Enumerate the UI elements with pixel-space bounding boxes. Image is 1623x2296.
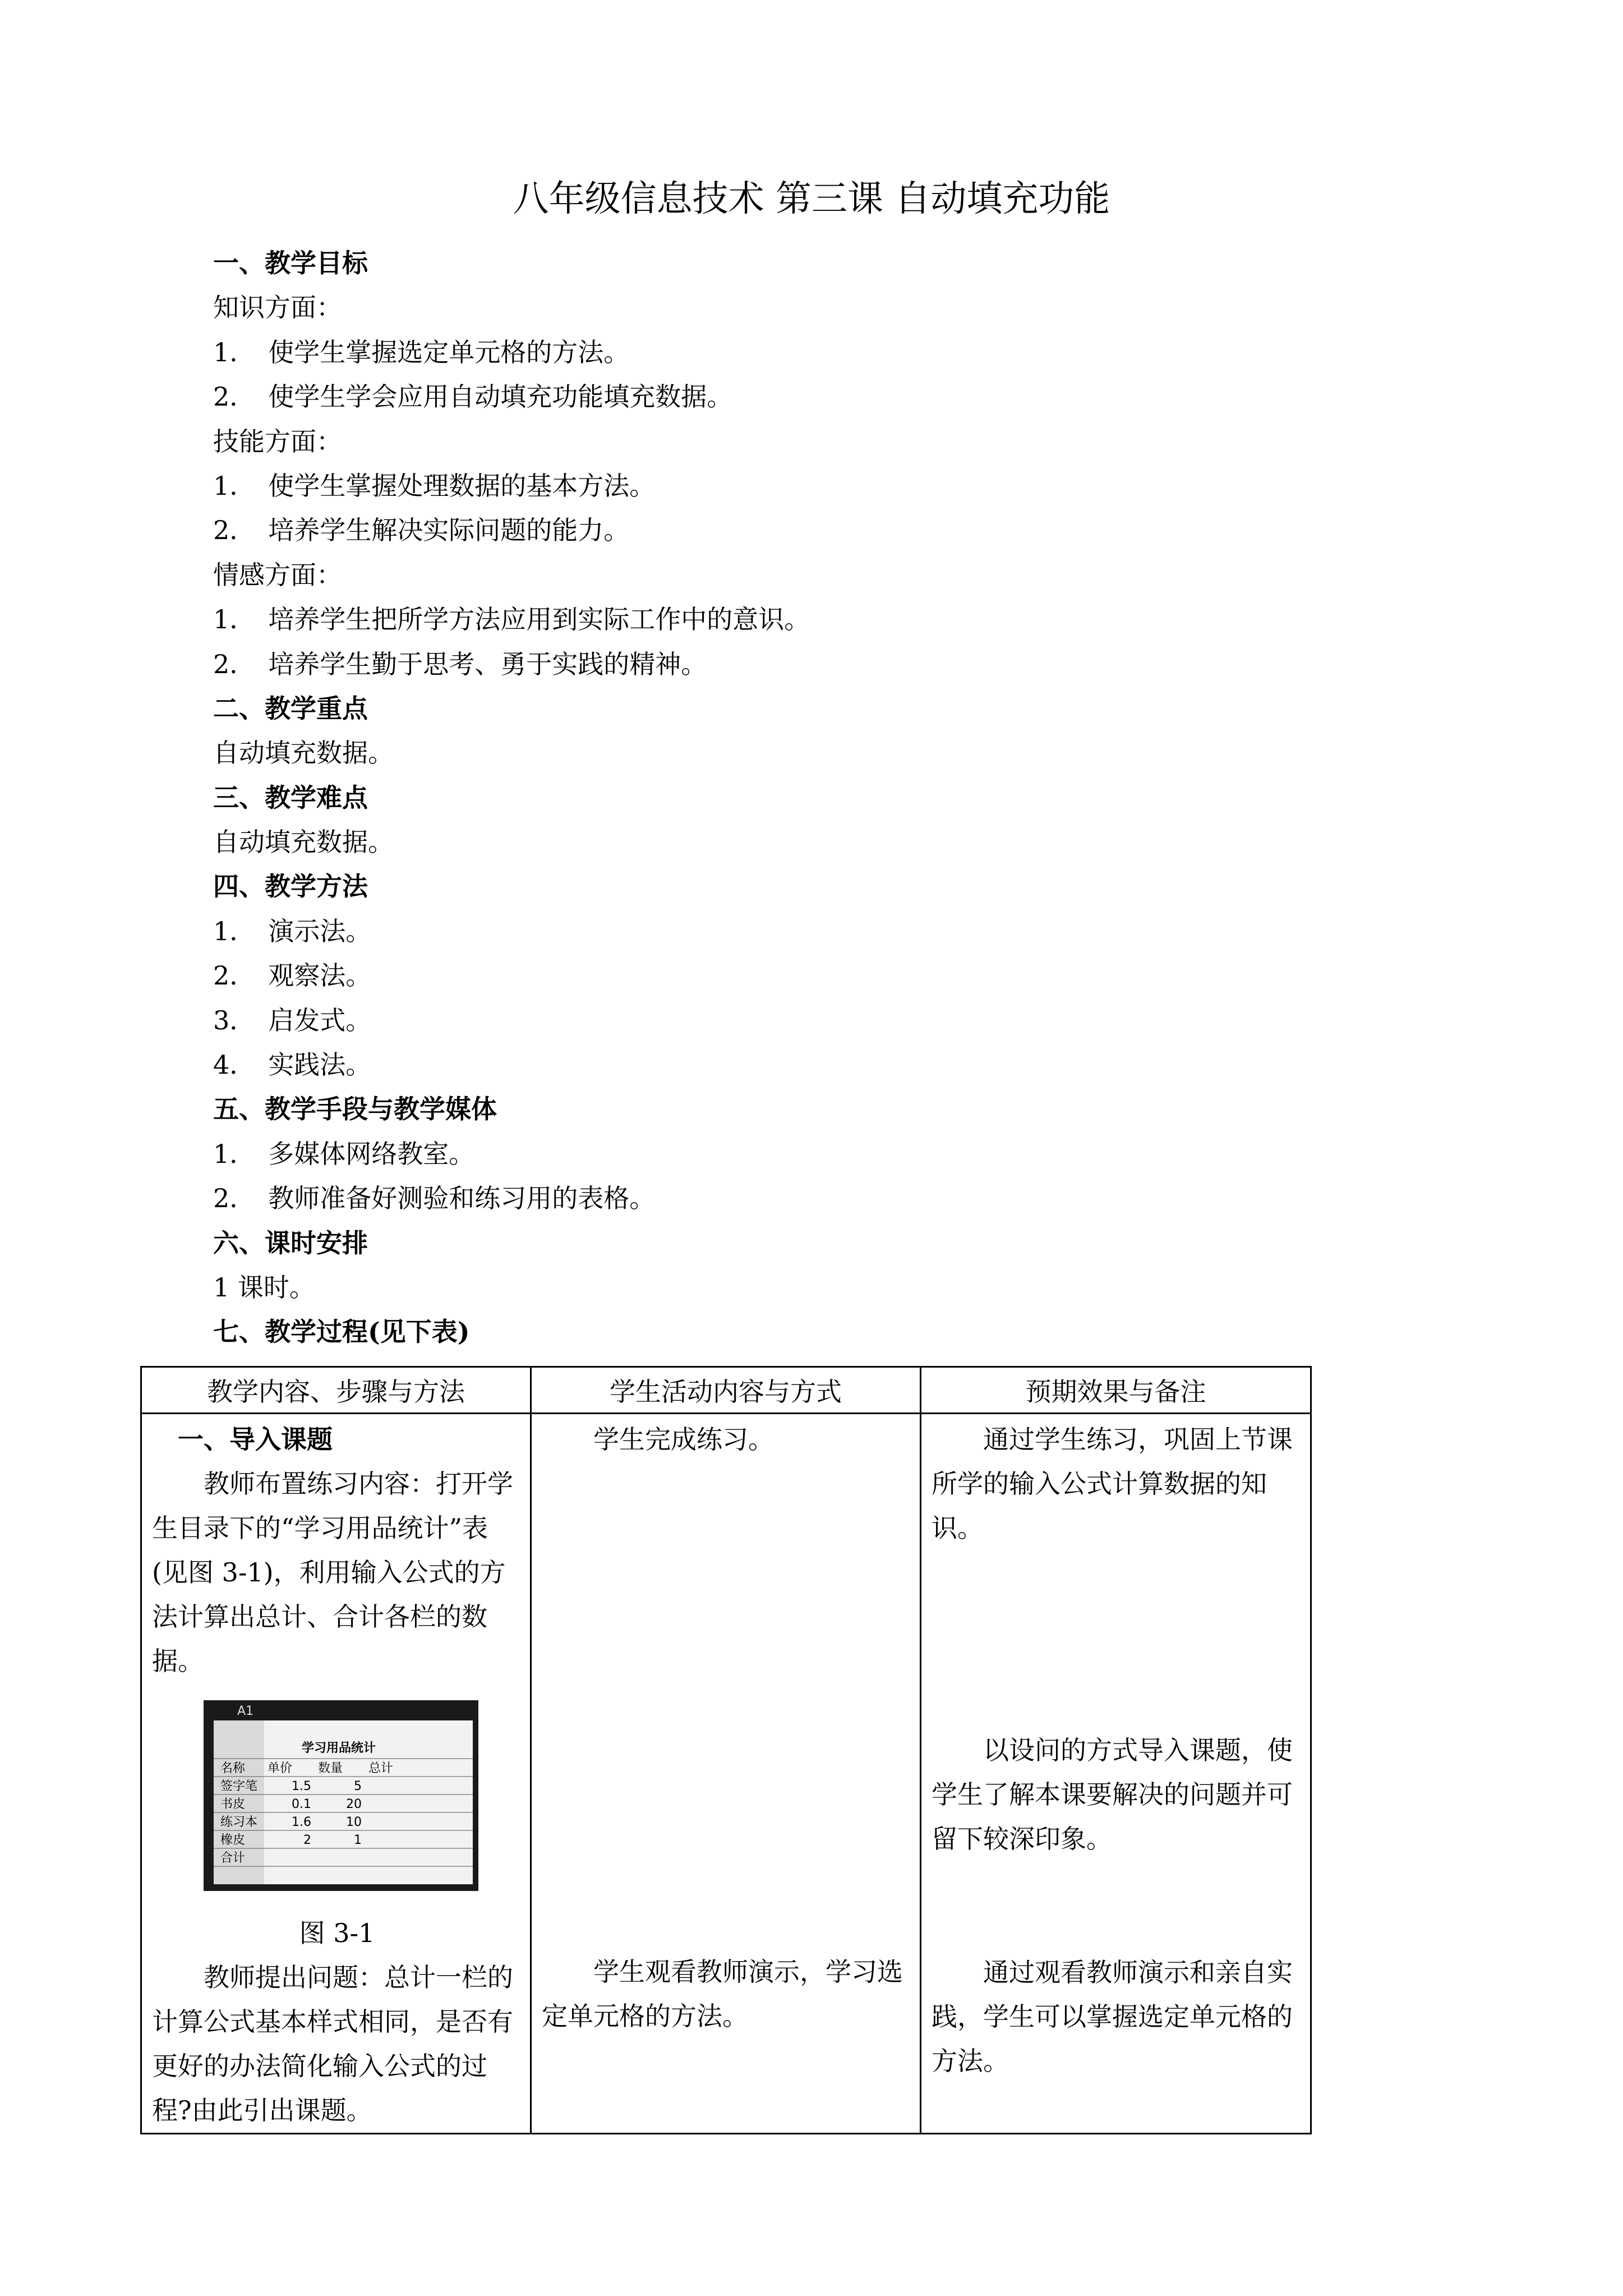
list-number: 2． [213, 648, 256, 679]
expected-effect-1: 通过学生练习，巩固上节课所学的输入公式计算数据的知识。 [932, 1424, 1293, 1543]
figure-cell: 0.1 [292, 1797, 311, 1811]
list-number: 1． [213, 470, 256, 501]
section-line [213, 820, 1391, 864]
line-text: 使学生掌握处理数据的基本方法。 [268, 470, 656, 501]
figure-cell: 1.5 [292, 1779, 311, 1793]
section-line [213, 954, 1391, 998]
figure-cell-ref: A1 [237, 1704, 254, 1718]
section-line [213, 330, 1391, 375]
line-text: 使学生学会应用自动填充功能填充数据。 [268, 381, 733, 412]
line-text: 培养学生把所学方法应用到实际工作中的意识。 [268, 604, 810, 635]
student-activity-1: 学生完成练习。 [593, 1424, 774, 1455]
figure-header: 总计 [368, 1761, 394, 1775]
teaching-process-table [140, 1366, 1312, 2134]
figure-cell: 书皮 [220, 1797, 246, 1811]
expected-effect-3: 通过观看教师演示和亲自实践，学生可以掌握选定单元格的方法。 [932, 1957, 1293, 2076]
line-text: 培养学生勤于思考、勇于实践的精神。 [268, 648, 707, 679]
list-number: 3． [213, 1005, 256, 1036]
section-heading: 三、教学难点 [213, 782, 368, 813]
list-number: 1． [213, 1138, 256, 1169]
figure-cell: 5 [354, 1779, 362, 1793]
section-line [213, 553, 1391, 597]
section-line [213, 508, 1391, 553]
section-line [213, 1176, 1391, 1221]
student-activity-2: 学生观看教师演示，学习选定单元格的方法。 [542, 1957, 903, 2031]
section-line [213, 597, 1391, 642]
list-number: 2． [213, 381, 256, 412]
list-number: 4． [213, 1050, 256, 1080]
list-number: 1． [213, 604, 256, 635]
header-student-activity: 学生活动内容与方式 [531, 1367, 921, 1414]
student-activity-cell [531, 1414, 921, 2134]
figure-cell: 10 [346, 1815, 362, 1829]
lesson-plan-body [213, 241, 1391, 1355]
section-heading: 六、课时安排 [213, 1227, 368, 1258]
line-text: 1 课时。 [213, 1272, 315, 1303]
figure-cell: 1 [354, 1833, 362, 1847]
line-text: 实践法。 [268, 1050, 372, 1080]
list-number: 1． [213, 915, 256, 946]
list-number: 2． [213, 960, 256, 991]
line-text: 演示法。 [268, 915, 372, 946]
table-header-row [141, 1367, 1311, 1414]
list-number: 2． [213, 515, 256, 546]
line-text: 自动填充数据。 [213, 738, 394, 769]
line-text: 培养学生解决实际问题的能力。 [268, 515, 630, 546]
line-text: 启发式。 [268, 1005, 372, 1036]
page-title: 八年级信息技术 第三课 自动填充功能 [513, 178, 1110, 220]
teacher-question-text: 教师提出问题：总计一栏的计算公式基本样式相同，是否有更好的办法简化输入公式的过程?由此引出课题。 [152, 1962, 513, 2125]
figure-sheet-title: 学习用品统计 [302, 1741, 376, 1755]
figure-caption: 图 3-1 [299, 1918, 375, 1948]
section-line [213, 1132, 1391, 1176]
figure-cell: 2 [303, 1833, 311, 1847]
section-line [213, 1043, 1391, 1087]
figure-header: 名称 [220, 1761, 246, 1775]
figure-cell: 签字笔 [220, 1779, 258, 1793]
expected-effect-cell [921, 1414, 1311, 2134]
figure-cell: 1.6 [292, 1815, 311, 1829]
section-line [213, 286, 1391, 330]
line-text: 观察法。 [268, 960, 372, 991]
teacher-assignment-text: 教师布置练习内容：打开学生目录下的“学习用品统计”表(见图 3-1)，利用输入公式的方法计算出总计、合计各栏的数据。 [152, 1469, 513, 1676]
header-teaching-content: 教学内容、步骤与方法 [141, 1367, 531, 1414]
section-heading: 二、教学重点 [213, 693, 368, 724]
spreadsheet-image [204, 1700, 478, 1891]
section-line [213, 731, 1391, 775]
spreadsheet-figure [204, 1700, 478, 1891]
section-heading: 七、教学过程(见下表) [213, 1317, 470, 1347]
line-text: 使学生掌握选定单元格的方法。 [268, 337, 630, 367]
line-text: 情感方面： [213, 559, 342, 590]
section-heading: 一、教学目标 [213, 248, 368, 278]
teaching-content-cell [141, 1414, 531, 2134]
line-text: 多媒体网络教室。 [268, 1138, 475, 1169]
list-number: 1． [213, 337, 256, 367]
section-heading: 四、教学方法 [213, 871, 368, 902]
section-line [213, 420, 1391, 464]
figure-header: 单价 [268, 1761, 293, 1775]
figure-header: 数量 [318, 1761, 343, 1775]
header-expected-effect: 预期效果与备注 [921, 1367, 1311, 1414]
subheading-intro: 一、导入课题 [178, 1424, 333, 1455]
section-line [213, 999, 1391, 1043]
line-text: 教师准备好测验和练习用的表格。 [268, 1183, 656, 1214]
line-text: 技能方面： [213, 426, 342, 457]
section-line [213, 1266, 1391, 1310]
table-row [141, 1414, 1311, 2134]
expected-effect-2: 以设问的方式导入课题，使学生了解本课要解决的问题并可留下较深印象。 [932, 1735, 1293, 1854]
figure-cell: 练习本 [220, 1815, 258, 1829]
line-text: 自动填充数据。 [213, 827, 394, 858]
section-line [213, 909, 1391, 954]
figure-cell: 橡皮 [220, 1833, 246, 1847]
line-text: 知识方面： [213, 292, 342, 323]
section-heading: 五、教学手段与教学媒体 [213, 1094, 497, 1125]
section-line [213, 642, 1391, 687]
figure-total-label: 合计 [220, 1851, 246, 1865]
figure-cell: 20 [346, 1797, 362, 1811]
list-number: 2． [213, 1183, 256, 1214]
section-line [213, 464, 1391, 508]
section-line [213, 375, 1391, 419]
